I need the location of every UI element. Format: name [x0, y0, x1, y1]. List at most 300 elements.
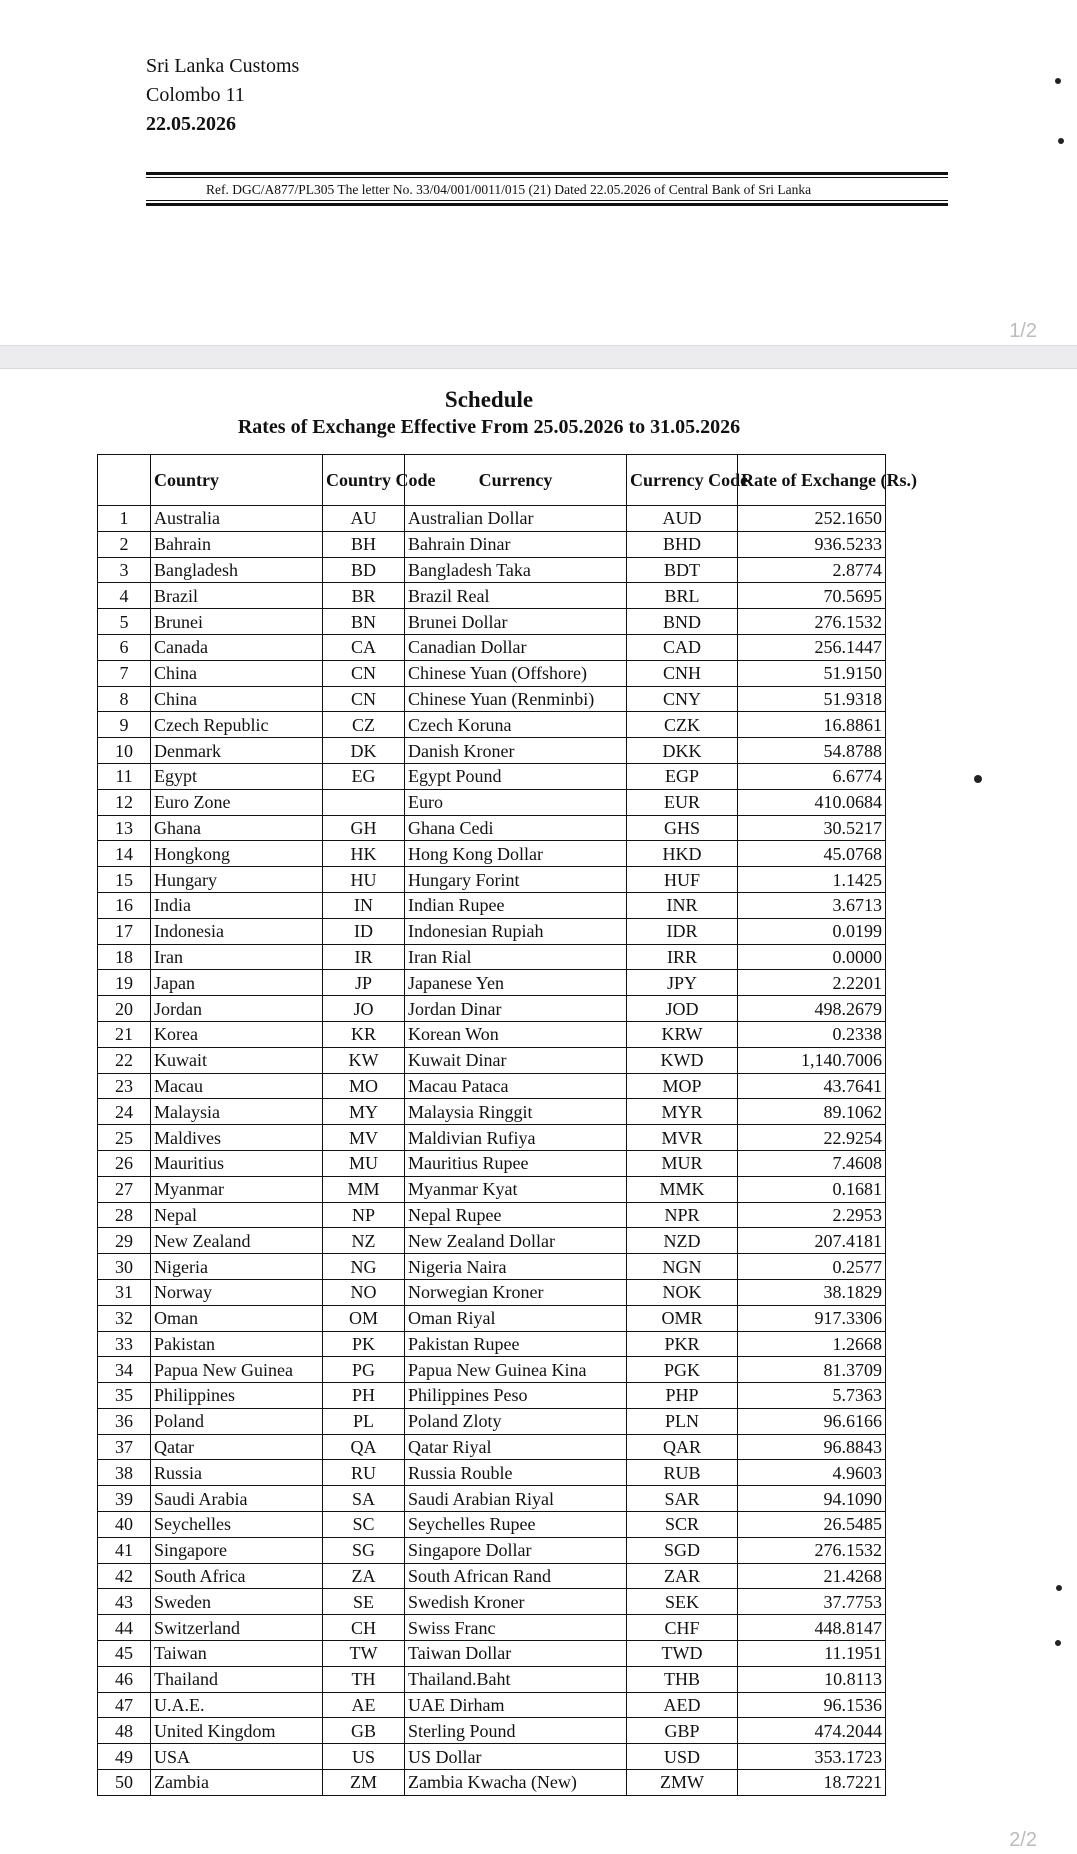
country-code-cell: ID: [323, 918, 405, 944]
currency-code-cell: AUD: [627, 506, 738, 532]
currency-cell: Myanmar Kyat: [405, 1176, 627, 1202]
currency-cell: Malaysia Ringgit: [405, 1099, 627, 1125]
currency-code-cell: BND: [627, 609, 738, 635]
currency-cell: Bahrain Dinar: [405, 531, 627, 557]
rate-cell: 16.8861: [738, 712, 886, 738]
row-number: 44: [98, 1615, 151, 1641]
currency-code-cell: GHS: [627, 815, 738, 841]
currency-cell: Seychelles Rupee: [405, 1512, 627, 1538]
currency-code-cell: EUR: [627, 789, 738, 815]
row-number: 22: [98, 1047, 151, 1073]
table-row: [98, 531, 886, 557]
rate-cell: 30.5217: [738, 815, 886, 841]
page-2: [0, 369, 1077, 1854]
country-cell: Iran: [151, 944, 323, 970]
country-cell: Brunei: [151, 609, 323, 635]
rate-cell: 5.7363: [738, 1383, 886, 1409]
row-number: 50: [98, 1770, 151, 1796]
table-row: [98, 1331, 886, 1357]
table-row: [98, 892, 886, 918]
country-cell: Thailand: [151, 1666, 323, 1692]
table-row: [98, 918, 886, 944]
table-row: [98, 1254, 886, 1280]
row-number: 13: [98, 815, 151, 841]
row-number: 9: [98, 712, 151, 738]
rate-cell: 96.1536: [738, 1692, 886, 1718]
currency-code-cell: RUB: [627, 1460, 738, 1486]
country-cell: Nepal: [151, 1202, 323, 1228]
currency-cell: Brazil Real: [405, 583, 627, 609]
country-cell: South Africa: [151, 1563, 323, 1589]
currency-code-cell: BHD: [627, 531, 738, 557]
row-number: 26: [98, 1150, 151, 1176]
country-cell: U.A.E.: [151, 1692, 323, 1718]
letter-org: Sri Lanka Customs: [146, 55, 300, 77]
rate-cell: 410.0684: [738, 789, 886, 815]
country-cell: Australia: [151, 506, 323, 532]
page-indicator: 1/2: [1009, 320, 1037, 342]
rate-cell: 3.6713: [738, 892, 886, 918]
country-code-cell: NZ: [323, 1228, 405, 1254]
currency-cell: New Zealand Dollar: [405, 1228, 627, 1254]
currency-cell: Ghana Cedi: [405, 815, 627, 841]
country-cell: Poland: [151, 1408, 323, 1434]
currency-code-cell: SGD: [627, 1537, 738, 1563]
header-country: Country: [151, 455, 323, 506]
row-number: 34: [98, 1357, 151, 1383]
table-row: [98, 867, 886, 893]
country-cell: Zambia: [151, 1770, 323, 1796]
country-cell: Nigeria: [151, 1254, 323, 1280]
scan-speck: [1055, 1640, 1061, 1646]
scan-speck: [1058, 138, 1064, 144]
currency-code-cell: CZK: [627, 712, 738, 738]
country-code-cell: GB: [323, 1718, 405, 1744]
country-code-cell: HU: [323, 867, 405, 893]
table-row: [98, 686, 886, 712]
table-row: [98, 1073, 886, 1099]
country-cell: Denmark: [151, 738, 323, 764]
currency-code-cell: THB: [627, 1666, 738, 1692]
currency-code-cell: AED: [627, 1692, 738, 1718]
currency-code-cell: MOP: [627, 1073, 738, 1099]
country-cell: United Kingdom: [151, 1718, 323, 1744]
country-cell: Korea: [151, 1021, 323, 1047]
rate-cell: 1,140.7006: [738, 1047, 886, 1073]
table-row: [98, 609, 886, 635]
country-code-cell: JO: [323, 996, 405, 1022]
table-row: [98, 634, 886, 660]
row-number: 11: [98, 763, 151, 789]
row-number: 4: [98, 583, 151, 609]
row-number: 28: [98, 1202, 151, 1228]
country-code-cell: HK: [323, 841, 405, 867]
country-cell: Euro Zone: [151, 789, 323, 815]
bottom-rule-thin: [146, 200, 948, 201]
country-cell: Seychelles: [151, 1512, 323, 1538]
country-code-cell: BH: [323, 531, 405, 557]
reference-line: Ref. DGC/A877/PL305 The letter No. 33/04/001/0011/015 (21) Dated 22.05.2026 of Central Bank of Sri Lanka: [206, 182, 812, 197]
table-row: [98, 1047, 886, 1073]
currency-cell: US Dollar: [405, 1744, 627, 1770]
country-cell: Singapore: [151, 1537, 323, 1563]
rate-cell: 89.1062: [738, 1099, 886, 1125]
table-row: [98, 1021, 886, 1047]
country-code-cell: PG: [323, 1357, 405, 1383]
country-cell: New Zealand: [151, 1228, 323, 1254]
country-code-cell: CH: [323, 1615, 405, 1641]
currency-code-cell: OMR: [627, 1305, 738, 1331]
currency-cell: Danish Kroner: [405, 738, 627, 764]
country-cell: Macau: [151, 1073, 323, 1099]
table-row: [98, 712, 886, 738]
table-row: [98, 1202, 886, 1228]
table-row: [98, 1460, 886, 1486]
country-code-cell: IR: [323, 944, 405, 970]
top-rule-thin: [146, 177, 948, 178]
country-code-cell: KW: [323, 1047, 405, 1073]
header-country-code: Country Code: [323, 455, 405, 506]
rate-cell: 18.7221: [738, 1770, 886, 1796]
table-row: [98, 996, 886, 1022]
currency-cell: Saudi Arabian Riyal: [405, 1486, 627, 1512]
country-code-cell: MU: [323, 1150, 405, 1176]
country-cell: Switzerland: [151, 1615, 323, 1641]
currency-cell: Zambia Kwacha (New): [405, 1770, 627, 1796]
rate-cell: 256.1447: [738, 634, 886, 660]
row-number: 7: [98, 660, 151, 686]
rate-cell: 917.3306: [738, 1305, 886, 1331]
currency-cell: Indonesian Rupiah: [405, 918, 627, 944]
currency-code-cell: NZD: [627, 1228, 738, 1254]
country-code-cell: PH: [323, 1383, 405, 1409]
row-number: 25: [98, 1125, 151, 1151]
currency-cell: Nepal Rupee: [405, 1202, 627, 1228]
country-code-cell: BD: [323, 557, 405, 583]
currency-code-cell: USD: [627, 1744, 738, 1770]
country-code-cell: DK: [323, 738, 405, 764]
currency-code-cell: SAR: [627, 1486, 738, 1512]
currency-code-cell: CAD: [627, 634, 738, 660]
country-code-cell: RU: [323, 1460, 405, 1486]
currency-cell: Hungary Forint: [405, 867, 627, 893]
currency-cell: Japanese Yen: [405, 970, 627, 996]
currency-cell: Swedish Kroner: [405, 1589, 627, 1615]
exchange-rate-table: [97, 454, 917, 1796]
table-row: [98, 1641, 886, 1667]
currency-code-cell: NGN: [627, 1254, 738, 1280]
country-cell: Kuwait: [151, 1047, 323, 1073]
country-code-cell: BR: [323, 583, 405, 609]
currency-cell: Pakistan Rupee: [405, 1331, 627, 1357]
scan-speck: [974, 775, 982, 783]
rate-cell: 474.2044: [738, 1718, 886, 1744]
row-number: 43: [98, 1589, 151, 1615]
currency-cell: Korean Won: [405, 1021, 627, 1047]
country-cell: Philippines: [151, 1383, 323, 1409]
row-number: 40: [98, 1512, 151, 1538]
row-number: 49: [98, 1744, 151, 1770]
rate-cell: 0.1681: [738, 1176, 886, 1202]
country-code-cell: MM: [323, 1176, 405, 1202]
scan-speck: [1055, 78, 1061, 84]
header-currency: Currency: [405, 455, 627, 506]
currency-code-cell: MMK: [627, 1176, 738, 1202]
country-cell: Maldives: [151, 1125, 323, 1151]
currency-cell: Brunei Dollar: [405, 609, 627, 635]
table-row: [98, 1589, 886, 1615]
row-number: 35: [98, 1383, 151, 1409]
rate-cell: 498.2679: [738, 996, 886, 1022]
country-code-cell: CN: [323, 660, 405, 686]
row-number: 2: [98, 531, 151, 557]
rate-cell: 1.2668: [738, 1331, 886, 1357]
currency-code-cell: JOD: [627, 996, 738, 1022]
row-number: 6: [98, 634, 151, 660]
rate-cell: 4.9603: [738, 1460, 886, 1486]
rate-cell: 0.0199: [738, 918, 886, 944]
table-row: [98, 1305, 886, 1331]
country-cell: Sweden: [151, 1589, 323, 1615]
row-number: 20: [98, 996, 151, 1022]
schedule-subtitle: Rates of Exchange Effective From 25.05.2026 to 31.05.2026: [237, 416, 741, 438]
table-row: [98, 1615, 886, 1641]
country-code-cell: SC: [323, 1512, 405, 1538]
country-code-cell: NO: [323, 1279, 405, 1305]
rate-cell: 10.8113: [738, 1666, 886, 1692]
country-code-cell: CN: [323, 686, 405, 712]
currency-cell: Papua New Guinea Kina: [405, 1357, 627, 1383]
country-cell: Bangladesh: [151, 557, 323, 583]
rate-cell: 51.9318: [738, 686, 886, 712]
row-number: 24: [98, 1099, 151, 1125]
country-code-cell: CZ: [323, 712, 405, 738]
table-row: [98, 789, 886, 815]
rate-cell: 37.7753: [738, 1589, 886, 1615]
table-header-row: [98, 455, 886, 506]
country-code-cell: TH: [323, 1666, 405, 1692]
page-indicator: 2/2: [1009, 1829, 1037, 1851]
currency-code-cell: HKD: [627, 841, 738, 867]
rate-cell: 276.1532: [738, 1537, 886, 1563]
currency-cell: Norwegian Kroner: [405, 1279, 627, 1305]
country-cell: Canada: [151, 634, 323, 660]
country-code-cell: MY: [323, 1099, 405, 1125]
row-number: 16: [98, 892, 151, 918]
rate-cell: 6.6774: [738, 763, 886, 789]
rate-cell: 207.4181: [738, 1228, 886, 1254]
table-row: [98, 1692, 886, 1718]
row-number: 32: [98, 1305, 151, 1331]
row-number: 42: [98, 1563, 151, 1589]
table-row: [98, 1434, 886, 1460]
country-code-cell: JP: [323, 970, 405, 996]
currency-code-cell: EGP: [627, 763, 738, 789]
country-cell: Oman: [151, 1305, 323, 1331]
row-number: 15: [98, 867, 151, 893]
currency-code-cell: SCR: [627, 1512, 738, 1538]
rate-cell: 81.3709: [738, 1357, 886, 1383]
country-cell: Myanmar: [151, 1176, 323, 1202]
currency-cell: Hong Kong Dollar: [405, 841, 627, 867]
page-separator: [0, 345, 1077, 369]
row-number: 21: [98, 1021, 151, 1047]
country-cell: China: [151, 660, 323, 686]
table-row: [98, 1512, 886, 1538]
country-code-cell: EG: [323, 763, 405, 789]
country-code-cell: IN: [323, 892, 405, 918]
row-number: 33: [98, 1331, 151, 1357]
currency-code-cell: MYR: [627, 1099, 738, 1125]
table-row: [98, 944, 886, 970]
currency-code-cell: KWD: [627, 1047, 738, 1073]
table-row: [98, 1099, 886, 1125]
rate-cell: 43.7641: [738, 1073, 886, 1099]
currency-code-cell: PHP: [627, 1383, 738, 1409]
table-row: [98, 1486, 886, 1512]
header-no: [98, 455, 151, 506]
country-cell: Japan: [151, 970, 323, 996]
rate-cell: 0.0000: [738, 944, 886, 970]
country-code-cell: GH: [323, 815, 405, 841]
row-number: 5: [98, 609, 151, 635]
currency-cell: Australian Dollar: [405, 506, 627, 532]
currency-cell: Sterling Pound: [405, 1718, 627, 1744]
currency-code-cell: CNY: [627, 686, 738, 712]
table-row: [98, 1357, 886, 1383]
row-number: 19: [98, 970, 151, 996]
table-row: [98, 1666, 886, 1692]
currency-code-cell: NOK: [627, 1279, 738, 1305]
rate-cell: 45.0768: [738, 841, 886, 867]
header-currency-code: Currency Code: [627, 455, 738, 506]
currency-cell: Chinese Yuan (Offshore): [405, 660, 627, 686]
country-code-cell: AU: [323, 506, 405, 532]
currency-code-cell: BRL: [627, 583, 738, 609]
rate-cell: 26.5485: [738, 1512, 886, 1538]
table-row: [98, 815, 886, 841]
table-row: [98, 660, 886, 686]
table-row: [98, 1176, 886, 1202]
currency-cell: Poland Zloty: [405, 1408, 627, 1434]
top-rule: [146, 172, 948, 175]
rate-cell: 70.5695: [738, 583, 886, 609]
currency-code-cell: IDR: [627, 918, 738, 944]
country-cell: Hongkong: [151, 841, 323, 867]
rate-cell: 936.5233: [738, 531, 886, 557]
rate-cell: 2.2953: [738, 1202, 886, 1228]
country-code-cell: NG: [323, 1254, 405, 1280]
country-cell: China: [151, 686, 323, 712]
currency-cell: Jordan Dinar: [405, 996, 627, 1022]
header-rate: Rate of Exchange (Rs.): [738, 455, 886, 506]
table-row: [98, 738, 886, 764]
letter-date: 22.05.2026: [146, 113, 236, 135]
row-number: 8: [98, 686, 151, 712]
row-number: 41: [98, 1537, 151, 1563]
row-number: 31: [98, 1279, 151, 1305]
table-row: [98, 583, 886, 609]
country-code-cell: MV: [323, 1125, 405, 1151]
country-code-cell: TW: [323, 1641, 405, 1667]
country-code-cell: QA: [323, 1434, 405, 1460]
currency-code-cell: JPY: [627, 970, 738, 996]
country-cell: Hungary: [151, 867, 323, 893]
country-code-cell: OM: [323, 1305, 405, 1331]
currency-code-cell: QAR: [627, 1434, 738, 1460]
rate-cell: 2.8774: [738, 557, 886, 583]
country-cell: Qatar: [151, 1434, 323, 1460]
currency-code-cell: INR: [627, 892, 738, 918]
country-cell: USA: [151, 1744, 323, 1770]
country-cell: India: [151, 892, 323, 918]
rate-cell: 22.9254: [738, 1125, 886, 1151]
country-code-cell: BN: [323, 609, 405, 635]
currency-code-cell: PKR: [627, 1331, 738, 1357]
currency-code-cell: CHF: [627, 1615, 738, 1641]
letterhead: [146, 52, 299, 139]
currency-code-cell: GBP: [627, 1718, 738, 1744]
table-row: [98, 557, 886, 583]
currency-cell: Chinese Yuan (Renminbi): [405, 686, 627, 712]
row-number: 37: [98, 1434, 151, 1460]
row-number: 23: [98, 1073, 151, 1099]
rate-cell: 21.4268: [738, 1563, 886, 1589]
country-cell: Egypt: [151, 763, 323, 789]
table-row: [98, 1228, 886, 1254]
country-code-cell: KR: [323, 1021, 405, 1047]
country-cell: Czech Republic: [151, 712, 323, 738]
currency-cell: Nigeria Naira: [405, 1254, 627, 1280]
country-cell: Norway: [151, 1279, 323, 1305]
table-row: [98, 970, 886, 996]
currency-cell: Thailand.Baht: [405, 1666, 627, 1692]
rate-cell: 0.2577: [738, 1254, 886, 1280]
currency-cell: Taiwan Dollar: [405, 1641, 627, 1667]
row-number: 1: [98, 506, 151, 532]
row-number: 38: [98, 1460, 151, 1486]
currency-code-cell: ZMW: [627, 1770, 738, 1796]
row-number: 46: [98, 1666, 151, 1692]
country-code-cell: [323, 789, 405, 815]
table-row: [98, 1408, 886, 1434]
currency-code-cell: MUR: [627, 1150, 738, 1176]
currency-cell: Mauritius Rupee: [405, 1150, 627, 1176]
country-code-cell: ZA: [323, 1563, 405, 1589]
country-code-cell: PL: [323, 1408, 405, 1434]
country-code-cell: ZM: [323, 1770, 405, 1796]
rate-cell: 96.8843: [738, 1434, 886, 1460]
currency-code-cell: DKK: [627, 738, 738, 764]
rate-cell: 51.9150: [738, 660, 886, 686]
currency-code-cell: PLN: [627, 1408, 738, 1434]
country-cell: Ghana: [151, 815, 323, 841]
currency-cell: South African Rand: [405, 1563, 627, 1589]
row-number: 39: [98, 1486, 151, 1512]
table-row: [98, 506, 886, 532]
rate-cell: 7.4608: [738, 1150, 886, 1176]
currency-code-cell: KRW: [627, 1021, 738, 1047]
country-code-cell: US: [323, 1744, 405, 1770]
currency-cell: Maldivian Rufiya: [405, 1125, 627, 1151]
country-code-cell: MO: [323, 1073, 405, 1099]
rate-cell: 2.2201: [738, 970, 886, 996]
currency-code-cell: HUF: [627, 867, 738, 893]
row-number: 29: [98, 1228, 151, 1254]
rate-cell: 96.6166: [738, 1408, 886, 1434]
country-cell: Papua New Guinea: [151, 1357, 323, 1383]
country-cell: Russia: [151, 1460, 323, 1486]
